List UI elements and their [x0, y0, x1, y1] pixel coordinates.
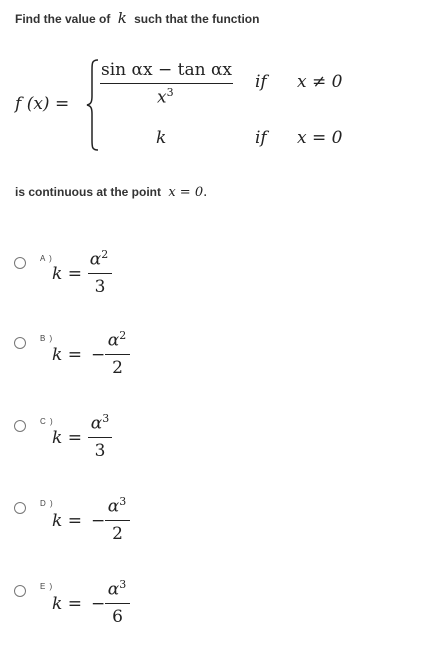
option-b-denominator: 2	[112, 358, 123, 378]
case1-condition: x ≠ 0	[297, 72, 343, 92]
question-intro	[15, 9, 259, 27]
option-b-fraction-bar	[105, 354, 130, 355]
option-d-numerator	[105, 495, 129, 517]
case1-denominator	[157, 86, 174, 108]
option-e-sign: −	[91, 594, 106, 614]
option-b-letter: B )	[40, 334, 54, 343]
option-a-numerator-exponent: 2	[101, 248, 109, 261]
case1-denominator-exponent: 3	[166, 86, 174, 99]
option-c-numerator	[88, 412, 112, 434]
question-outro-end: .	[203, 185, 208, 200]
option-b-numerator-base: α	[107, 330, 120, 351]
option-e-numerator	[105, 578, 129, 600]
option-a-letter: A )	[40, 254, 53, 263]
option-d-denominator: 2	[112, 524, 123, 544]
option-a-radio[interactable]	[14, 257, 26, 269]
option-a-fraction-bar	[88, 273, 112, 274]
option-e-lhs: k =	[52, 594, 82, 614]
option-c-numerator-exponent: 3	[102, 412, 110, 425]
question-intro-text: Find the value of	[15, 12, 111, 26]
option-c-radio[interactable]	[14, 420, 26, 432]
option-d-sign: −	[91, 511, 106, 531]
case1-numerator: sin αx − tan αx	[101, 60, 233, 80]
option-c-lhs: k =	[52, 428, 82, 448]
option-e-denominator: 6	[112, 607, 123, 627]
option-a-numerator-base: α	[89, 249, 102, 270]
option-c-numerator-base: α	[90, 413, 103, 434]
option-e-fraction-bar	[105, 603, 130, 604]
case1-condition-word: if	[255, 72, 267, 92]
option-a-denominator: 3	[94, 277, 106, 297]
option-c-denominator: 3	[94, 441, 106, 461]
case2-value: k	[156, 128, 167, 148]
question-outro-text: is continuous at the point	[15, 185, 161, 199]
option-b-radio[interactable]	[14, 337, 26, 349]
option-e-numerator-base: α	[107, 579, 120, 600]
option-b-lhs: k =	[52, 345, 82, 365]
question-outro-math: x = 0	[168, 185, 204, 200]
option-a-numerator	[88, 248, 110, 270]
option-b-numerator-exponent: 2	[119, 329, 127, 342]
option-d-lhs: k =	[52, 511, 82, 531]
option-b-numerator	[105, 329, 129, 351]
option-b-sign: −	[91, 345, 106, 365]
option-c-letter: C )	[40, 417, 54, 426]
function-lhs: f (x) =	[15, 94, 70, 114]
case2-condition: x = 0	[297, 128, 343, 148]
case2-condition-word: if	[255, 128, 267, 148]
option-c-fraction-bar	[88, 437, 112, 438]
option-d-numerator-exponent: 3	[119, 495, 127, 508]
option-e-letter: E )	[40, 582, 54, 591]
option-a-lhs: k =	[52, 264, 82, 284]
option-d-fraction-bar	[105, 520, 130, 521]
left-brace	[86, 58, 100, 152]
question-intro-variable: k	[117, 9, 127, 27]
option-d-radio[interactable]	[14, 502, 26, 514]
question-outro	[15, 185, 207, 200]
question-intro-tail: such that the function	[134, 12, 260, 26]
case1-denominator-base: x	[157, 87, 167, 108]
option-d-letter: D )	[40, 499, 54, 508]
case1-fraction-bar	[100, 83, 233, 84]
option-e-radio[interactable]	[14, 585, 26, 597]
option-d-numerator-base: α	[107, 496, 120, 517]
option-e-numerator-exponent: 3	[119, 578, 127, 591]
